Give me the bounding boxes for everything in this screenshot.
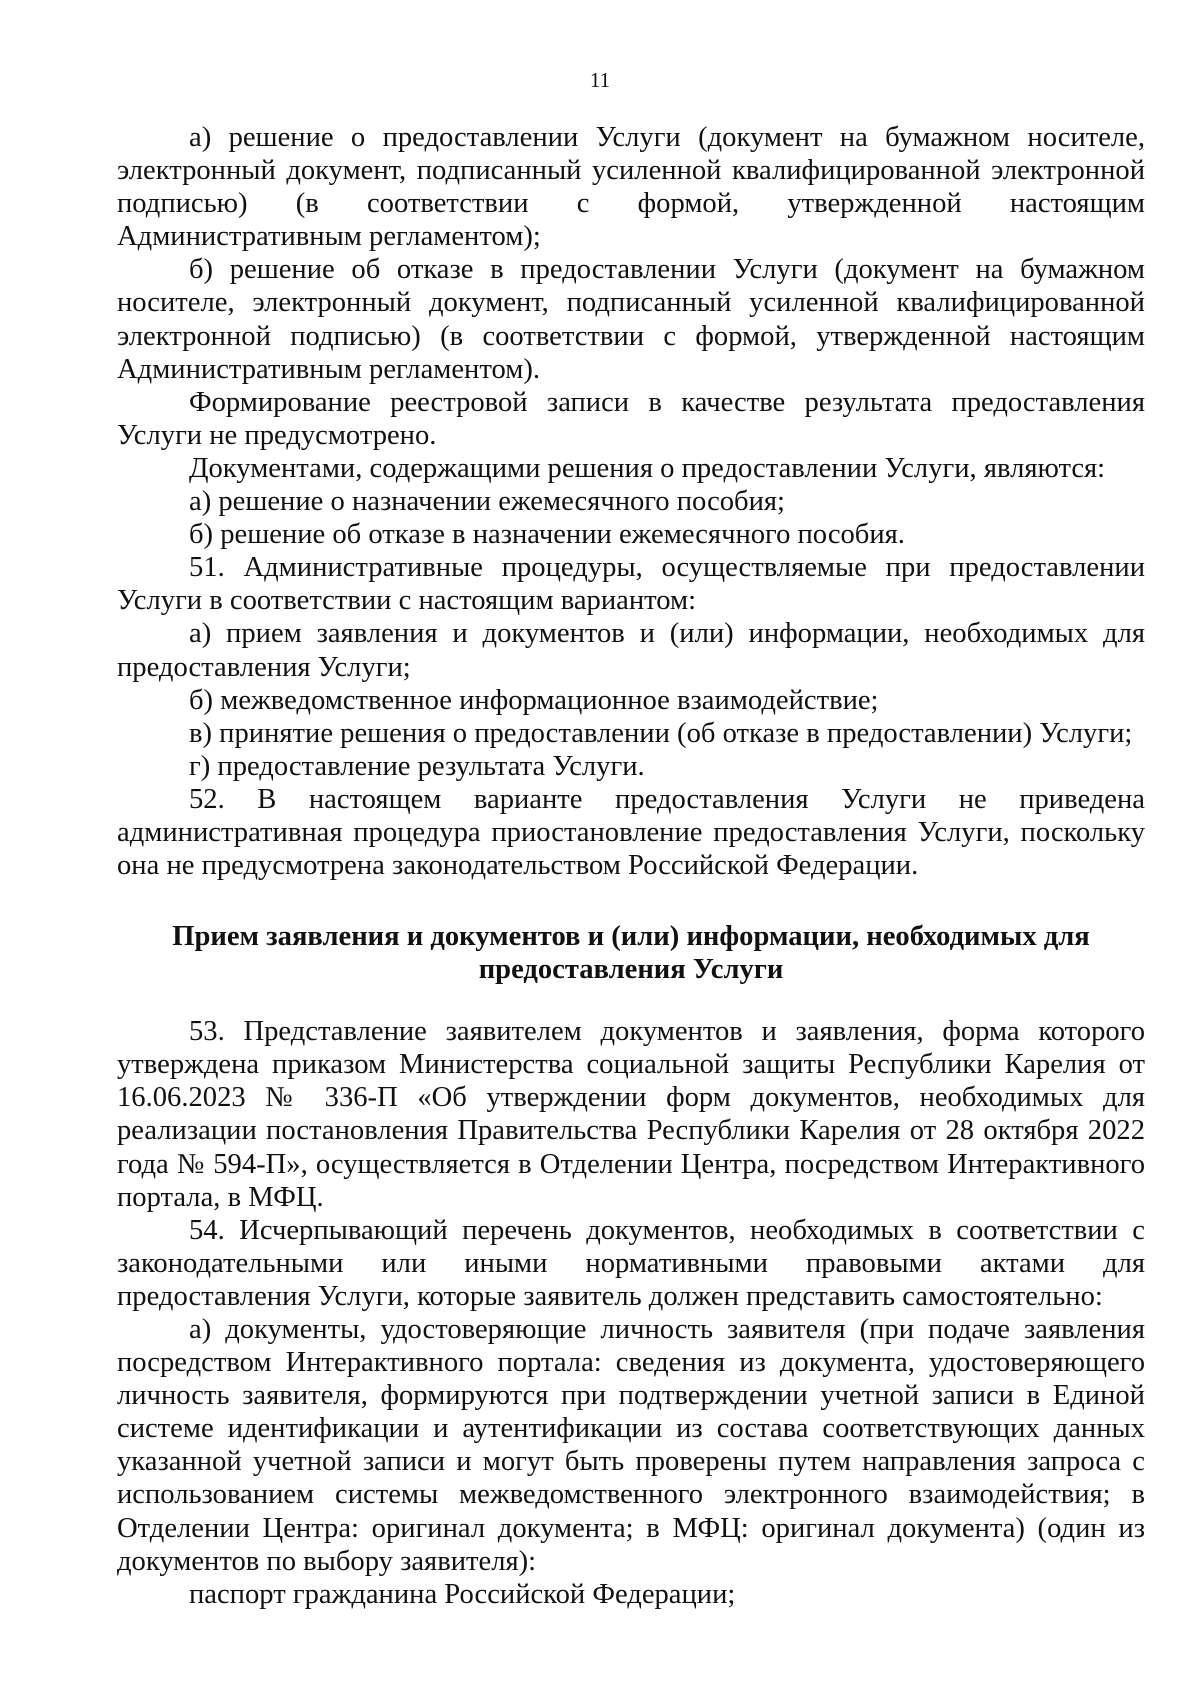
paragraph: в) принятие решения о предоставлении (об отказе в предоставлении) Услуги; <box>189 717 1133 749</box>
paragraph: паспорт гражданина Российской Федерации; <box>189 1578 736 1610</box>
paragraph: Документами, содержащими решения о предоставлении Услуги, являются: <box>189 452 1106 484</box>
page-number: 11 <box>589 68 611 92</box>
section-heading-line: Прием заявления и документов и (или) информации, необходимых для <box>172 921 1090 953</box>
paragraph: 52. В настоящем варианте предоставления Услуги не приведена административная процедура приостановление предоставления Услуги, поскольку она не предусмотрена законодательством Российской Федерации. <box>117 783 1145 882</box>
document-body <box>117 121 1145 1611</box>
paragraph: а) решение о назначении ежемесячного пособия; <box>189 486 786 518</box>
paragraph: а) прием заявления и документов и (или) информации, необходимых для предоставления Услуги; <box>117 618 1145 683</box>
paragraph: б) решение об отказе в предоставлении Услуги (документ на бумажном носителе, электронный документ, подписанный усиленной квалифицированной электронной подписью) (в соответствии с формой, утвержденной настоящим Административным регламентом). <box>117 254 1145 385</box>
section-heading-line: предоставления Услуги <box>478 954 784 986</box>
paragraph: 53. Представление заявителем документов и заявления, форма которого утверждена приказом Министерства социальной защиты Республики Карелия от 16.06.2023 № 336-П «Об утверждении форм документов, необходимых для реализации постановления Правительства Республики Карелия от 28 октября 2022 года № 594-П», осуществляется в Отделении Центра, посредством Интерактивного портала, в МФЦ. <box>117 1016 1145 1213</box>
paragraph: г) предоставление результата Услуги. <box>189 750 645 782</box>
paragraph: б) межведомственное информационное взаимодействие; <box>189 684 879 716</box>
paragraph: Формирование реестровой записи в качестве результата предоставления Услуги не предусмотрено. <box>117 386 1145 451</box>
paragraph: б) решение об отказе в назначении ежемесячного пособия. <box>189 519 905 551</box>
paragraph: а) документы, удостоверяющие личность заявителя (при подаче заявления посредством Интерактивного портала: сведения из документа, удостоверяющего личность заявителя, формируются при подтверждении учетной записи в Единой системе идентификации и аутентификации из состава соответствующих данных указанной учетной записи и могут быть проверены путем направления запроса с использованием системы межведомственного электронного взаимодействия; в Отделении Центра: оригинал документа; в МФЦ: оригинал документа) (один из документов по выбору заявителя): <box>117 1314 1145 1577</box>
paragraph: а) решение о предоставлении Услуги (документ на бумажном носителе, электронный документ, подписанный усиленной квалифицированной электронной подписью) (в соответствии с формой, утвержденной настоящим Административным регламентом); <box>117 122 1145 253</box>
paragraph: 54. Исчерпывающий перечень документов, необходимых в соответствии с законодательными или иными нормативными правовыми актами для предоставления Услуги, которые заявитель должен представить самостоятельно: <box>117 1214 1145 1312</box>
paragraph: 51. Административные процедуры, осуществляемые при предоставлении Услуги в соответствии с настоящим вариантом: <box>117 552 1145 617</box>
section-heading <box>117 920 1145 986</box>
